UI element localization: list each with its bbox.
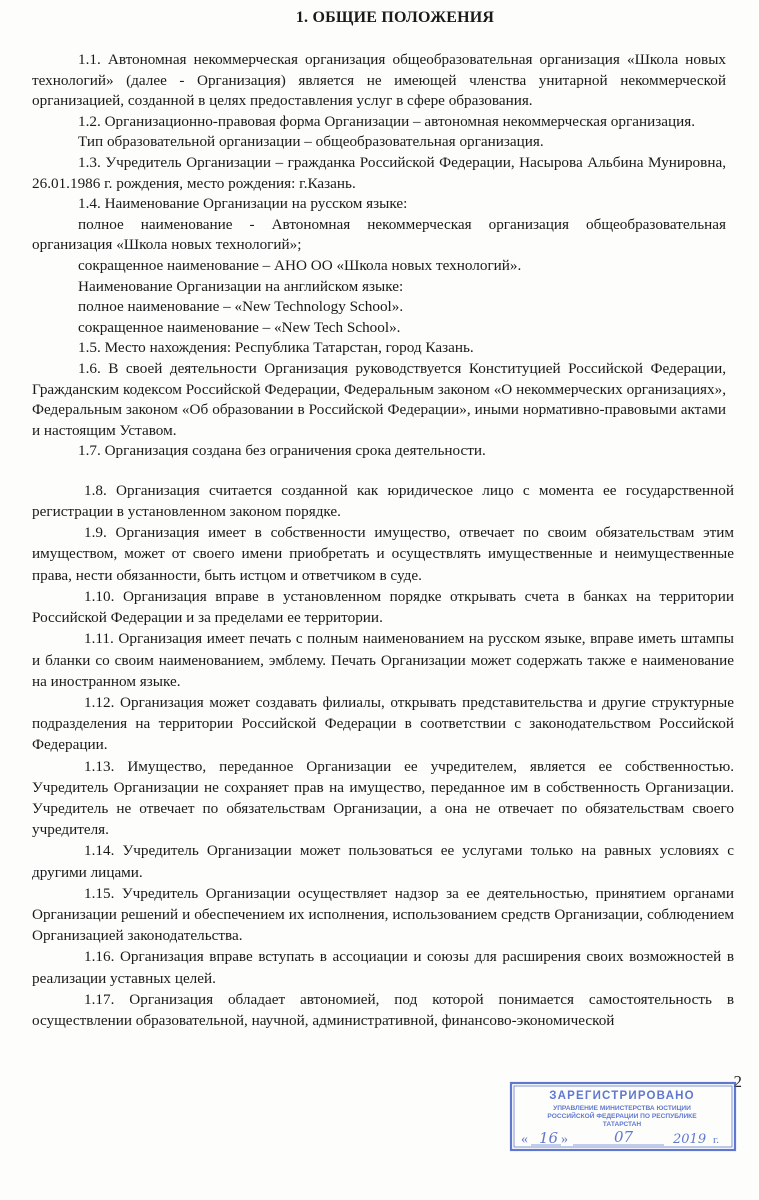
paragraph-1-7: 1.7. Организация создана без ограничения срока деятельности. xyxy=(78,442,486,460)
paragraph-1-3: 1.3. Учредитель Организации – гражданка Российской Федерации, Насырова Альбина Мунировна, 26.01.1986 г. рождения, место рождения: г.Казань. xyxy=(32,153,726,192)
paragraph-short-name-ru: сокращенное наименование – АНО ОО «Школа новых технологий». xyxy=(78,256,522,274)
paragraph-org-type: Тип образовательной организации – общеобразовательная организация. xyxy=(78,133,544,151)
paragraph-1-11: 1.11. Организация имеет печать с полным наименованием на русском языке, вправе иметь штампы и бланки со своим наименованием, эмблему. Печать Организации может содержать также е наименование на иностранном языке. xyxy=(32,630,734,690)
paragraph-1-14: 1.14. Учредитель Организации может пользоваться ее услугами только на равных условиях с другими лицами. xyxy=(32,842,734,881)
paragraph-1-5: 1.5. Место нахождения: Республика Татарстан, город Казань. xyxy=(78,339,474,357)
page-number: 2 xyxy=(733,1072,742,1091)
paragraph-name-en-heading: Наименование Организации на английском языке: xyxy=(78,277,404,295)
paragraph-1-10: 1.10. Организация вправе в установленном порядке открывать счета в банках на территории Российской Федерации и за пределами ее территории. xyxy=(32,587,734,627)
stamp-heading: ЗАРЕГИСТРИРОВАНО xyxy=(549,1090,695,1102)
paragraph-full-name-ru: полное наименование - Автономная некоммерческая организация общеобразовательная организация «Школа новых технологий»; xyxy=(32,215,726,254)
stamp-date-month: 07 xyxy=(614,1128,634,1146)
svg-text:«: « xyxy=(521,1132,528,1147)
paragraph-1-6: 1.6. В своей деятельности Организация руководствуется Конституцией Российской Федерации, Гражданским кодексом Российской Федерации, Федеральным законом «О некоммерческих организациях», Федеральным законом «Об образовании в Российской Федерации», иными нормативно-правовыми актами и настоящим Уставом. xyxy=(32,359,726,439)
paragraph-1-13: 1.13. Имущество, переданное Организации ее учредителем, является ее собственностью. Учредитель Организации не сохраняет прав на имущество, переданное им в собственность Организации. Учредитель не отвечает по обязательствам Организации, а она не отвечает по обязательствам своего учредителя. xyxy=(32,757,734,839)
paragraph-1-4: 1.4. Наименование Организации на русском языке: xyxy=(78,195,408,213)
stamp-line-2: РОССИЙСКОЙ ФЕДЕРАЦИИ ПО РЕСПУБЛИКЕ xyxy=(547,1113,697,1120)
stamp-date-suffix: г. xyxy=(713,1134,720,1146)
registration-stamp xyxy=(509,1081,739,1153)
document-body xyxy=(32,50,734,1031)
paragraph-1-8: 1.8. Организация считается созданной как юридическое лицо с момента ее государственной регистрации в установленном законом порядке. xyxy=(32,481,734,521)
paragraph-1-2: 1.2. Организационно-правовая форма Организации – автономная некоммерческая организация. xyxy=(78,112,695,130)
paragraph-block-2 xyxy=(32,480,734,1031)
stamp-date-year: 2019 xyxy=(673,1132,707,1147)
paragraph-1-1: 1.1. Автономная некоммерческая организация общеобразовательная организация «Школа новых технологий» (далее - Организация) является не имеющей членства унитарной некоммерческой организацией, созданной в целях предоставления услуг в сфере образования. xyxy=(32,51,726,110)
paragraph-1-9: 1.9. Организация имеет в собственности имущество, отвечает по своим обязательствам этим имуществом, может от своего имени приобретать и осуществлять имущественные и неимущественные права, нести обязанности, быть истцом и ответчиком в суде. xyxy=(32,524,734,584)
paragraph-full-name-en: полное наименование – «New Technology School». xyxy=(78,298,404,316)
paragraph-1-12: 1.12. Организация может создавать филиалы, открывать представительства и другие структурные подразделения на территории Российской Федерации в соответствии с законодательством Российской Федерации. xyxy=(32,693,734,754)
stamp-line-1: УПРАВЛЕНИЕ МИНИСТЕРСТВА ЮСТИЦИИ xyxy=(553,1105,691,1112)
paragraph-1-15: 1.15. Учредитель Организации осуществляет надзор за ее деятельностью, принятием органами Организации решений и обеспечением их исполнения, использованием средств Организации, соблюдением Организацией законодательства. xyxy=(32,884,734,945)
svg-text:»: » xyxy=(561,1132,568,1147)
section-heading: 1. ОБЩИЕ ПОЛОЖЕНИЯ xyxy=(295,9,495,26)
stamp-line-3: ТАТАРСТАН xyxy=(602,1121,642,1128)
paragraph-1-16: 1.16. Организация вправе вступать в ассоциации и союзы для расширения своих возможностей в реализации уставных целей. xyxy=(32,948,734,987)
stamp-date-day: 16 xyxy=(539,1129,559,1147)
paragraph-1-17: 1.17. Организация обладает автономией, под которой понимается самостоятельность в осуществлении образовательной, научной, административной, финансово-экономической xyxy=(32,990,734,1029)
paragraph-short-name-en: сокращенное наименование – «New Tech School». xyxy=(78,318,401,336)
